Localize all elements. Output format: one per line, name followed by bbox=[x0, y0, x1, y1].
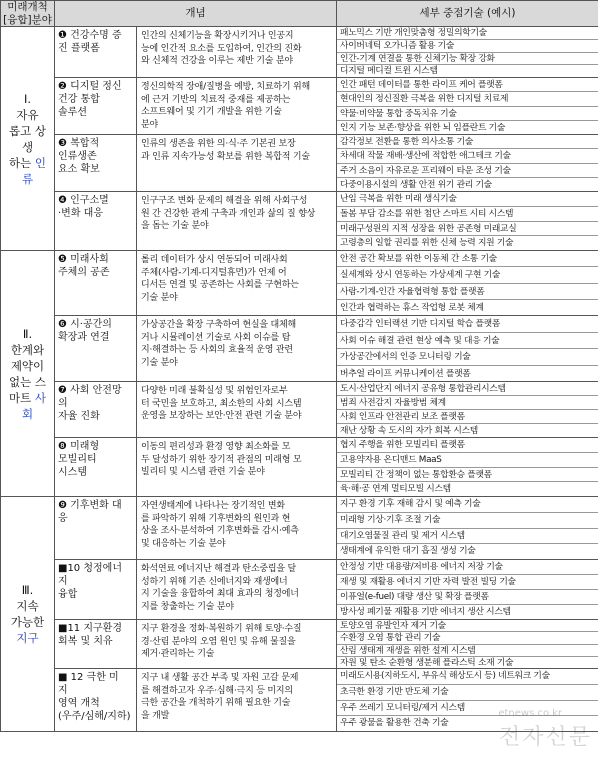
concept-text: 지구 내 생활 공간 부족 및 자원 고갈 문제 를 해결하고자 우주·심해·극지 등 미지의 극한 공간을 개척하기 위해 필요한 기술 을 개발 bbox=[137, 669, 337, 732]
field-name: ❶ 건강수명 증 진 플랫폼 bbox=[55, 27, 137, 78]
example-item: 현대인의 정신질환 극복을 위한 디지털 치료제 bbox=[337, 92, 598, 106]
examples-cell bbox=[337, 192, 598, 251]
example-item: 약물·비약물 통합 중독치유 기술 bbox=[337, 107, 598, 121]
example-item: 우주 광물을 활용한 건축 기술 bbox=[340, 718, 449, 729]
header-row bbox=[1, 1, 598, 27]
example-item: 감각정보 전환을 통한 의사소통 기술 bbox=[337, 135, 598, 149]
field-name: ❾ 기후변화 대 응 bbox=[55, 497, 137, 560]
concept-text: 이동의 편리성과 환경 영향 최소화를 모 두 달성하기 위한 장기적 관점의 미래형 모 빌리티 및 시스템 관련 기술 분야 bbox=[137, 438, 337, 497]
field-name: ❹ 인구소멸 ·변화 대응 bbox=[55, 192, 137, 251]
examples-cell bbox=[337, 316, 598, 382]
example-item: 모빌리티 간 정책이 없는 통합환승 플랫폼 bbox=[337, 468, 598, 483]
example-item: 육·해·공 연계 멀티모빌 시스템 bbox=[340, 484, 451, 495]
examples-cell bbox=[337, 382, 598, 438]
example-item: 실세계와 상시 연동하는 가상세계 구현 기술 bbox=[337, 267, 598, 283]
examples-cell bbox=[337, 78, 598, 135]
table-row bbox=[1, 27, 598, 78]
area-label-text: Ⅲ. 지속 가능한 bbox=[10, 583, 45, 630]
table-row bbox=[1, 251, 598, 316]
example-item: 고용약자용 온디맨드 MaaS bbox=[337, 453, 598, 468]
example-item: 다중감각 인터랙션 기반 디지털 학습 플랫폼 bbox=[337, 316, 598, 333]
concept-text: 지구 환경을 정화·복원하기 위해 토양·수질 경·산림 분야의 오염 원인 및 유해 물질을 제거·관리하는 기술 bbox=[137, 620, 337, 669]
area-label bbox=[1, 251, 55, 497]
example-item: 미래도시용(지하도시, 부유식 해상도시 등) 네트워크 기술 bbox=[337, 669, 598, 685]
example-item: 인간-기계 연결을 통한 신체기능 확장 강화 bbox=[337, 53, 598, 66]
example-item: 가상공간에서의 인증 모니터링 기술 bbox=[337, 349, 598, 366]
area-label-highlight: 사 회 bbox=[21, 390, 46, 421]
field-name: ❺ 미래사회 주체의 공존 bbox=[55, 251, 137, 316]
area-label-highlight: 인 류 bbox=[21, 155, 46, 186]
example-item: 지구 환경 기후 재해 감시 및 예측 기술 bbox=[337, 497, 598, 513]
watermark-url: etnews.co.kr bbox=[498, 708, 562, 719]
concept-text: 자연생태계에 나타나는 장기적인 변화 를 파악하기 위해 기후변화의 원인과 현 상을 조사·분석하여 기후변화를 감시·예측 및 대응하는 기술 분야 bbox=[137, 497, 337, 560]
example-item: 미래구성원의 지적 성장을 위한 공존형 미래교실 bbox=[337, 222, 598, 237]
table-row bbox=[1, 135, 598, 192]
example-item: 수환경 오염 통합 관리 기술 bbox=[337, 632, 598, 644]
example-item: 토양오염 유발인자 제거 기술 bbox=[337, 620, 598, 632]
examples-cell bbox=[337, 135, 598, 192]
example-item: 돌봄 부담 감소를 위한 첨단 스마트 시티 시스템 bbox=[337, 207, 598, 222]
example-item: 차세대 작물 재배·생산에 적합한 애그테크 기술 bbox=[337, 149, 598, 163]
field-name: ■11 지구환경 회복 및 치유 bbox=[55, 620, 137, 669]
field-name: ❽ 미래형 모빌리티 시스템 bbox=[55, 438, 137, 497]
table-row bbox=[1, 669, 598, 732]
field-name: ■10 청정에너 지 융합 bbox=[55, 560, 137, 620]
example-item: 난임 극복을 위한 미래 생식기술 bbox=[337, 192, 598, 207]
example-item: 버추얼 라이프 커뮤니케이션 플랫폼 bbox=[340, 368, 471, 379]
table-row bbox=[1, 382, 598, 438]
example-item: 초극한 환경 기반 반도체 기술 bbox=[337, 685, 598, 701]
field-name: ❼ 사회 안전망 의 자율 진화 bbox=[55, 382, 137, 438]
watermark: 전자신문 bbox=[498, 725, 592, 750]
examples-cell bbox=[337, 620, 598, 669]
example-item: 생태계에 유익한 대기 흡질 생성 기술 bbox=[340, 546, 476, 557]
field-name: ❷ 디지털 정신 건강 통합 솔루션 bbox=[55, 78, 137, 135]
example-item: 우주 쓰레기 모니터링/제거 시스템 bbox=[337, 701, 598, 717]
example-item: 자원 및 탄소 순환형 생분해 플라스틱 소재 기술 bbox=[340, 657, 514, 668]
example-item: 사회 이슈 해결 관련 현상 예측 및 대응 기술 bbox=[337, 333, 598, 350]
area-label bbox=[1, 497, 55, 732]
example-item: 대기오염물질 관리 및 제거 시스템 bbox=[337, 529, 598, 545]
examples-cell bbox=[337, 560, 598, 620]
examples-cell bbox=[337, 251, 598, 316]
concept-text: 인류의 생존을 위한 의·식·주 기본권 보장 과 인류 지속가능성 확보를 위한 복합적 기술 bbox=[137, 135, 337, 192]
example-item: 패노믹스 기반 개인맞춤형 정밀의학기술 bbox=[337, 27, 598, 40]
example-item: 협지 주행을 위한 모빌리티 플랫폼 bbox=[337, 438, 598, 453]
header-examples: 세부 중점기술 (예시) bbox=[337, 1, 598, 27]
table-row bbox=[1, 78, 598, 135]
concept-text: 인간의 신체기능을 확장시키거나 인공지 능에 인간적 요소를 도입하여, 인간의 진화 와 신체적 건강을 이루는 제반 기술 분야 bbox=[137, 27, 337, 78]
example-item: 인지 기능 보존·향상을 위한 뇌 임플란트 기술 bbox=[340, 122, 506, 133]
field-name: ■ 12 극한 미 지 영역 개척 (우주/심해/지하) bbox=[55, 669, 137, 732]
table-body bbox=[1, 27, 598, 732]
table-row bbox=[1, 497, 598, 560]
example-item: 주거 소음이 자유로운 프리웨이 타운 조성 기술 bbox=[337, 164, 598, 178]
concept-text: 인구구조 변화 문제의 해결을 위해 사회구성 원 간 건강한 관계 구축과 개인과 삶의 질 향상 을 돕는 기술 분야 bbox=[137, 192, 337, 251]
concept-text: 롤리 데이터가 상시 연동되어 미래사회 주체(사람-기계-디지털휴먼)가 언제 어 디서든 연결 및 공존하는 사회를 구현하는 기술 분야 bbox=[137, 251, 337, 316]
example-item: 다중이용시설의 생활 안전 위기 관리 기술 bbox=[340, 179, 492, 190]
concept-text: 정신의학적 장애/질병을 예방, 치료하기 위해 에 근거 기반의 치료적 중재를 제공하는 소프트웨어 및 기기 개발을 위한 기술 분야 bbox=[137, 78, 337, 135]
examples-cell bbox=[337, 27, 598, 78]
example-item: 범죄 사전감지 자율방범 체계 bbox=[337, 396, 598, 410]
example-item: 사이버네틱 오가니즘 활용 기술 bbox=[337, 40, 598, 53]
example-item: 인간 패턴 데이터를 통한 라이프 케어 플랫폼 bbox=[337, 78, 598, 92]
concept-text: 화석연료 에너지난 해결과 탄소중립을 달 성하기 위해 기존 신에너지와 재생에너 지 기술을 융합하여 최대 효과의 청정에너 지를 창출하는 기술 분야 bbox=[137, 560, 337, 620]
example-item: 도시·산업단지 에너지 공유형 통합관리시스템 bbox=[337, 382, 598, 396]
example-item: 고령층의 일할 권리를 위한 신체 능력 지원 기술 bbox=[340, 238, 514, 249]
concept-text: 다양한 미래 불확실성 및 위험인자로부 터 국민을 보호하고, 최소한의 사회 시스템 운영을 보장하는 보안·안전 관련 기술 분야 bbox=[137, 382, 337, 438]
example-item: 사회 인프라 안전관리 보조 플랫폼 bbox=[337, 410, 598, 424]
area-label-highlight: 지구 bbox=[16, 631, 39, 646]
example-item: 인간과 협력하는 휴스 작업형 로봇 체계 bbox=[340, 302, 484, 313]
examples-cell bbox=[337, 438, 598, 497]
table-row bbox=[1, 620, 598, 669]
area-label-text: Ⅰ. 자유 롭고 상 생 하는 bbox=[9, 91, 46, 170]
table-row bbox=[1, 316, 598, 382]
example-item: 안정성 기반 대용량/저비용 에너지 저장 기술 bbox=[337, 560, 598, 575]
example-item: 재생 및 재활용 에너지 기반 자력 발전 빌딩 기술 bbox=[337, 575, 598, 590]
example-item: 방사성 폐기물 재활용 기반 에너지 생산 시스템 bbox=[340, 607, 511, 618]
example-item: 미래형 기상·기후 조절 기술 bbox=[337, 513, 598, 529]
concept-text: 가상공간을 확장 구축하여 현실을 대체해 거나 시뮬레이션 기술로 사회 이슈를 탐 지·해결하는 등 사회의 효율적 운영 관련 기술 분야 bbox=[137, 316, 337, 382]
table-row bbox=[1, 560, 598, 620]
example-item: 산림 생태계 재생을 위한 설계 시스템 bbox=[337, 645, 598, 657]
example-item: 이퓨얼(e-fuel) 대량 생산 및 확장 플랫폼 bbox=[337, 590, 598, 605]
field-name: ❻ 시·공간의 확장과 연결 bbox=[55, 316, 137, 382]
header-concept: 개념 bbox=[55, 1, 337, 27]
example-item: 사람-기계-인간 자율협력형 통합 플랫폼 bbox=[337, 284, 598, 300]
table-row bbox=[1, 438, 598, 497]
example-item: 안전 공간 확보를 위한 이동체 간 소통 기술 bbox=[337, 251, 598, 267]
area-label-text: Ⅱ. 한계와 제약이 없는 스 마트 bbox=[9, 326, 46, 405]
area-label bbox=[1, 27, 55, 251]
field-name: ❸ 복합적 인류생존 요소 확보 bbox=[55, 135, 137, 192]
example-item: 재난 상황 속 도시의 자가 회복 시스템 bbox=[340, 426, 478, 437]
examples-cell bbox=[337, 497, 598, 560]
header-area: 미래개척[융합]분야 bbox=[1, 1, 55, 27]
example-item: 디지털 메디컬 트윈 시스템 bbox=[340, 66, 438, 77]
examples-cell bbox=[337, 669, 598, 732]
table-row bbox=[1, 192, 598, 251]
